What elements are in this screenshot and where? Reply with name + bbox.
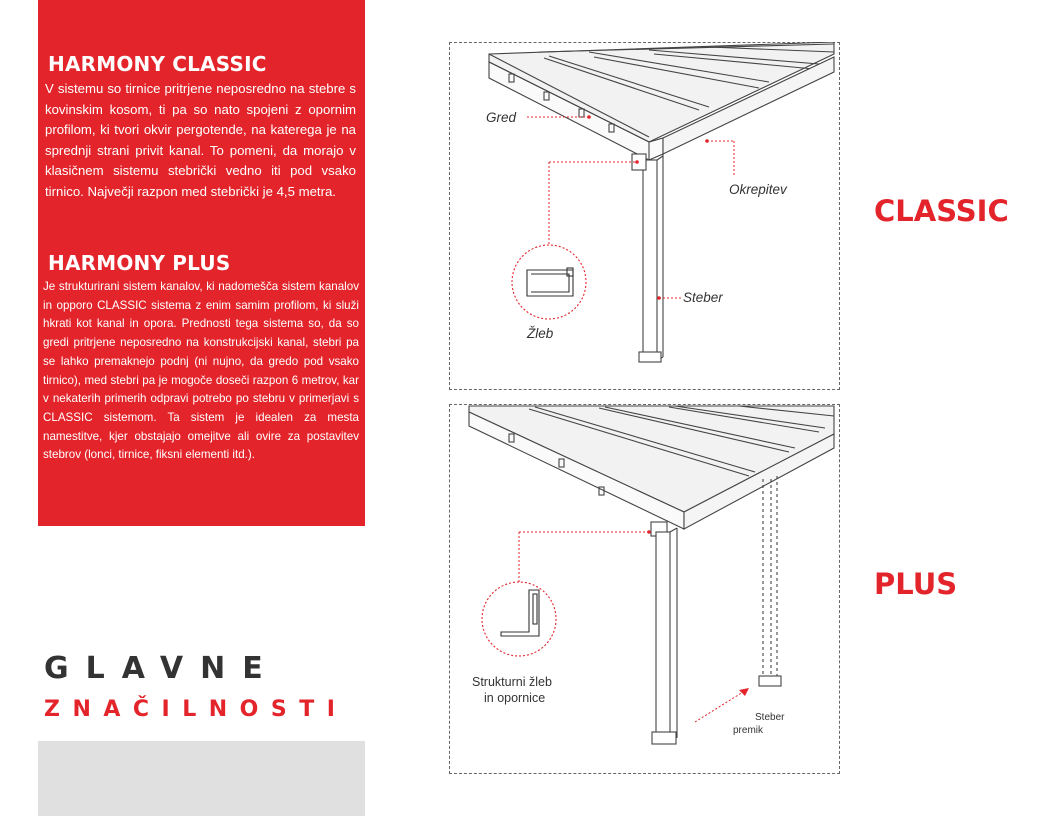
steber-premik-label: Steber <box>755 712 785 723</box>
features-title-line1: GLAVNE <box>44 651 280 686</box>
description-panel <box>38 0 365 526</box>
plus-heading: HARMONY PLUS <box>48 251 231 275</box>
plus-label: PLUS <box>874 567 958 601</box>
okrepitev-callout: Okrepitev <box>729 182 787 197</box>
strukturni-zleb-callout: Strukturni žleb <box>472 675 552 689</box>
zleb-callout: Žleb <box>527 326 554 341</box>
gred-callout: Gred <box>486 110 517 125</box>
classic-pergola-diagram <box>449 42 840 390</box>
steber-callout: Steber <box>683 290 723 305</box>
gray-footer-block <box>38 741 365 816</box>
plus-description: Je strukturirani sistem kanalov, ki nadomešča sistem kanalov in opporo CLASSIC sistema z enim samim profilom, ki služi hkrati kot kanal in opora. Prednosti tega sistema so, da so gredi pritrjene neposredno na konstrukcijski kanal, stebri pa se lahko premaknejo podnj (ni nujno, da gredo pod vsako tirnico), med stebri pa je mogoče doseči razpon 6 metrov, kar v nekaterih primerih odpravi potrebo po stebru v primerjavi s CLASSIC sistemom. Ta sistem je idealen za mesta namestitve, kjer obstajajo omejitve ali ovire za postavitev stebrov (lonci, tirnice, fiksni elementi itd.). <box>43 280 359 462</box>
classic-heading: HARMONY CLASSIC <box>48 52 267 76</box>
premik-label: premik <box>733 725 764 736</box>
classic-label: CLASSIC <box>874 194 1009 228</box>
features-title-line2: ZNAČILNOSTI <box>44 697 348 722</box>
classic-description: V sistemu so tirnice pritrjene neposredno na stebre s kovinskim kosom, ti pa so nato spojeni z opornim profilom, ki tvori okvir pergotende, na katerega je na sprednji strani privit kanal. To pomeni, da morajo v klasičnem sistemu stebrički vedno iti pod vsako tirnico. Največji razpon med stebrički je 4,5 metra. <box>45 81 356 199</box>
opornice-callout: in opornice <box>484 691 546 705</box>
